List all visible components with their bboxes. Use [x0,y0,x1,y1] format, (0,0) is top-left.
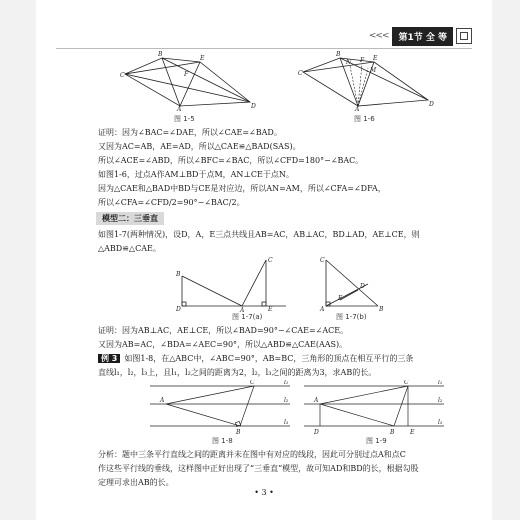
svg-text:A: A [240,307,245,312]
proof-line: 如图1-6，过点A作AM⊥BD于点M，AN⊥CE于点N。 [98,170,294,179]
proof-line: 证明：因为AB⊥AC，AE⊥CE，所以∠BAD=90°−∠CAE=∠ACE。 [98,326,349,335]
intro-line: 如图1-7(两种情况)，设D，A，E三点共线且AB=AC，AB⊥AC，BD⊥AD，AE⊥CE，则 [98,230,420,239]
svg-text:l₂: l₂ [284,397,289,404]
svg-text:E: E [200,55,205,62]
svg-text:B: B [336,51,341,58]
svg-text:B: B [158,51,163,58]
svg-text:B: B [236,429,241,436]
svg-text:D: D [314,429,319,436]
proof-line: 所以∠CFA=∠CFD/2=90°−∠BAC/2。 [98,198,245,207]
svg-text:D: D [360,283,365,290]
figure-caption: 图 1-6 [354,115,375,123]
intro-line: △ABD≌△CAE。 [98,244,161,253]
figure-1-9 [300,380,450,436]
proof-line: 证明：因为∠BAC=∠DAE，所以∠CAE=∠BAD。 [98,128,282,137]
example-text: 如图1-8，在△ABC中，∠ABC=90°，AB=BC，三角形的顶点在相互平行的三条 [124,354,414,363]
proof-line: 所以∠ACE=∠ABD，所以∠BFC=∠BAC，所以∠CFD=180°−∠BAC。 [98,156,364,165]
svg-text:l₁: l₁ [438,380,443,386]
svg-text:B: B [379,306,384,312]
figure-caption: 图 1-5 [174,115,195,123]
svg-text:C: C [320,257,325,264]
figure-caption: 图 1-8 [212,437,233,445]
svg-text:E: E [373,55,378,62]
svg-text:A: A [177,106,182,112]
figure-1-8 [146,380,296,436]
svg-text:D: D [176,306,181,312]
textbook-page [36,0,492,520]
svg-text:D: D [251,103,256,110]
svg-text:A: A [355,106,360,112]
figure-caption: 图 1-7(b) [336,313,367,321]
svg-text:l₃: l₃ [438,419,443,426]
figure-caption: 图 1-9 [366,437,387,445]
svg-text:N: N [346,59,352,66]
proof-line: 又因为AC=AB，AE=AD，所以△CAE≌△BAD(SAS)。 [98,142,301,151]
svg-text:C: C [268,257,273,264]
svg-text:F: F [184,71,189,78]
header-decoration-icon [456,28,472,44]
svg-text:A: A [314,397,319,404]
analysis-line: 作这些平行线的垂线，这样图中正好出现了“三垂直”模型，故可知AD和BD的长，根据勾股 [98,464,419,473]
svg-text:l₃: l₃ [284,419,289,426]
svg-text:D: D [429,101,434,108]
page-header [369,26,472,46]
svg-text:B: B [176,271,181,278]
example-line [98,352,438,366]
analysis-line: 定理可求出AB的长。 [98,478,174,487]
svg-text:A: A [320,306,325,312]
svg-text:E: E [268,306,273,312]
svg-text:C: C [250,380,255,386]
page-number: • 3 • [254,488,274,497]
svg-text:B: B [390,429,395,436]
model-heading: 模型二：三垂直 [96,212,164,225]
svg-text:E: E [410,429,415,436]
figure-1-6 [298,48,438,112]
proof-line: 又因为AB=AC，∠BDA=∠AEC=90°，所以△ABD≌△CAE(AAS)。 [98,340,348,349]
svg-text:l₁: l₁ [284,380,289,386]
figure-1-7b [318,256,398,312]
svg-text:C: C [404,380,409,386]
svg-text:l₂: l₂ [438,397,443,404]
section-title: 第1节 全 等 [392,27,453,46]
figure-1-5 [120,50,260,112]
figure-1-7a [174,256,294,312]
svg-text:C: C [298,70,303,77]
example-tag: 例 3 [98,354,120,363]
svg-text:E: E [338,295,343,302]
proof-line: 因为△CAE和△BAD中BD与CE是对应边，所以AN=AM，所以∠CFA=∠DFA， [98,184,386,193]
figure-caption: 图 1-7(a) [232,313,263,321]
svg-text:F: F [360,57,365,64]
header-arrows: <<< [368,31,389,41]
svg-text:C: C [120,72,125,79]
analysis-line: 分析：题中三条平行直线之间的距离并未在图中有对应的线段，因此可分别过点A和点C [98,450,406,459]
example-line: 直线l₁，l₂，l₃上，且l₁，l₂之间的距离为2，l₂，l₃之间的距离为3，求AB的长。 [98,368,377,377]
svg-text:M: M [370,67,377,74]
svg-text:A: A [160,397,165,404]
